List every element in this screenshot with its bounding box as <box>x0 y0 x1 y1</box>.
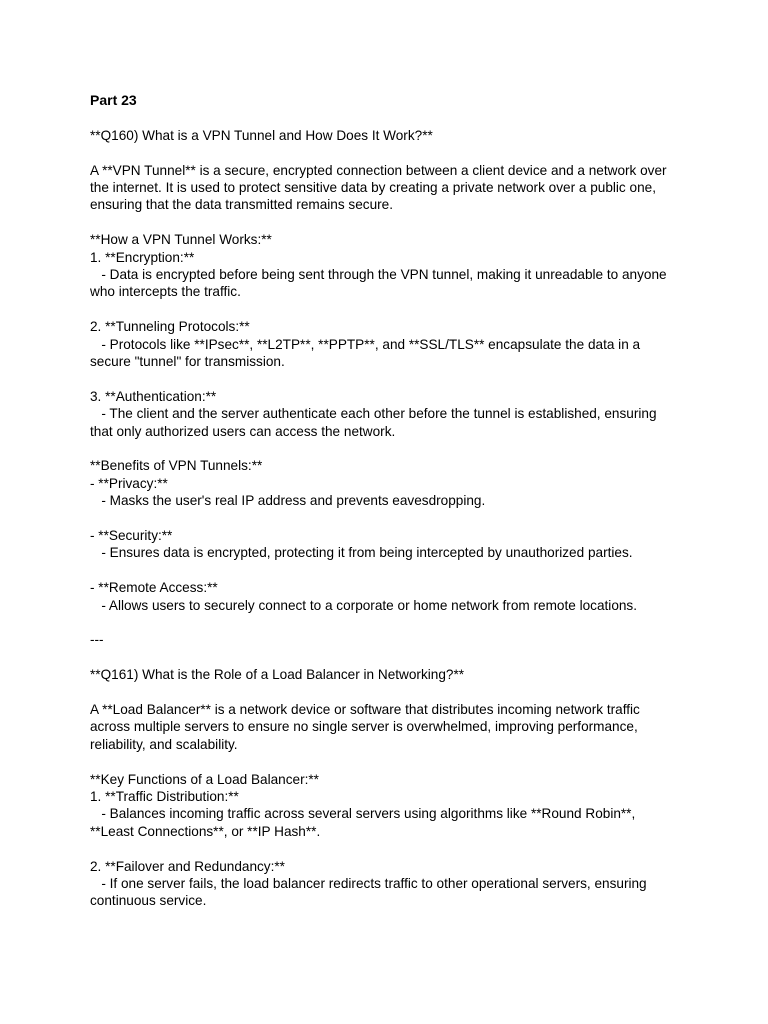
paragraph-block <box>90 231 690 301</box>
text-line: - Data is encrypted before being sent through the VPN tunnel, making it unreadable to anyone <box>90 267 667 283</box>
text-line: --- <box>90 632 104 648</box>
text-line: **Q161) What is the Role of a Load Balancer in Networking?** <box>90 667 465 683</box>
text-line: reliability, and scalability. <box>90 736 238 752</box>
paragraph-block <box>90 457 690 509</box>
page-heading: Part 23 <box>90 92 137 108</box>
paragraph-block <box>90 318 690 370</box>
spacer <box>90 301 690 318</box>
text-line: A **VPN Tunnel** is a secure, encrypted connection between a client device and a network over <box>90 162 667 178</box>
paragraph-block <box>90 771 690 841</box>
text-line: who intercepts the traffic. <box>90 284 241 300</box>
text-line: that only authorized users can access the network. <box>90 423 396 439</box>
paragraph-block <box>90 388 690 440</box>
text-line: 2. **Failover and Redundancy:** <box>90 858 285 874</box>
text-line: secure "tunnel" for transmission. <box>90 354 285 370</box>
spacer <box>90 753 690 770</box>
spacer <box>90 614 690 631</box>
text-line: **Key Functions of a Load Balancer:** <box>90 771 319 787</box>
spacer <box>90 214 690 231</box>
text-line: 2. **Tunneling Protocols:** <box>90 319 250 335</box>
document-body <box>90 127 690 910</box>
text-line: A **Load Balancer** is a network device or software that distributes incoming network traffic <box>90 702 640 718</box>
paragraph-block <box>90 127 690 144</box>
spacer <box>90 510 690 527</box>
text-line: - Ensures data is encrypted, protecting it from being intercepted by unauthorized parties. <box>90 545 633 561</box>
text-line: - **Security:** <box>90 528 173 544</box>
spacer <box>90 144 690 161</box>
text-line: - **Remote Access:** <box>90 580 218 596</box>
spacer <box>90 370 690 387</box>
spacer <box>90 440 690 457</box>
spacer <box>90 649 690 666</box>
text-line: - Allows users to securely connect to a corporate or home network from remote locations. <box>90 597 638 613</box>
text-line: 1. **Traffic Distribution:** <box>90 789 239 805</box>
text-line: continuous service. <box>90 893 207 909</box>
text-line: **Least Connections**, or **IP Hash**. <box>90 823 321 839</box>
text-line: 1. **Encryption:** <box>90 249 195 265</box>
spacer <box>90 684 690 701</box>
paragraph-block <box>90 579 690 614</box>
spacer <box>90 562 690 579</box>
paragraph-block <box>90 666 690 683</box>
paragraph-block <box>90 858 690 910</box>
text-line: - The client and the server authenticate each other before the tunnel is established, ensuring <box>90 406 657 422</box>
text-line: - If one server fails, the load balancer redirects traffic to other operational servers, ensuring <box>90 876 647 892</box>
text-line: **How a VPN Tunnel Works:** <box>90 232 272 248</box>
text-line: 3. **Authentication:** <box>90 388 217 404</box>
spacer <box>90 840 690 857</box>
paragraph-block <box>90 162 690 214</box>
text-line: - Masks the user's real IP address and prevents eavesdropping. <box>90 493 486 509</box>
document-page <box>90 92 690 910</box>
spacer <box>90 109 690 126</box>
text-line: - Balances incoming traffic across several servers using algorithms like **Round Robin**, <box>90 806 636 822</box>
text-line: - **Privacy:** <box>90 475 168 491</box>
text-line: across multiple servers to ensure no single server is overwhelmed, improving performance, <box>90 719 638 735</box>
text-line: ensuring that the data transmitted remains secure. <box>90 197 393 213</box>
paragraph-block <box>90 527 690 562</box>
paragraph-block <box>90 701 690 753</box>
paragraph-block <box>90 631 690 648</box>
text-line: **Q160) What is a VPN Tunnel and How Does It Work?** <box>90 127 433 143</box>
text-line: **Benefits of VPN Tunnels:** <box>90 458 263 474</box>
text-line: - Protocols like **IPsec**, **L2TP**, **PPTP**, and **SSL/TLS** encapsulate the data in a <box>90 336 641 352</box>
text-line: the internet. It is used to protect sensitive data by creating a private network over a public one, <box>90 180 656 195</box>
